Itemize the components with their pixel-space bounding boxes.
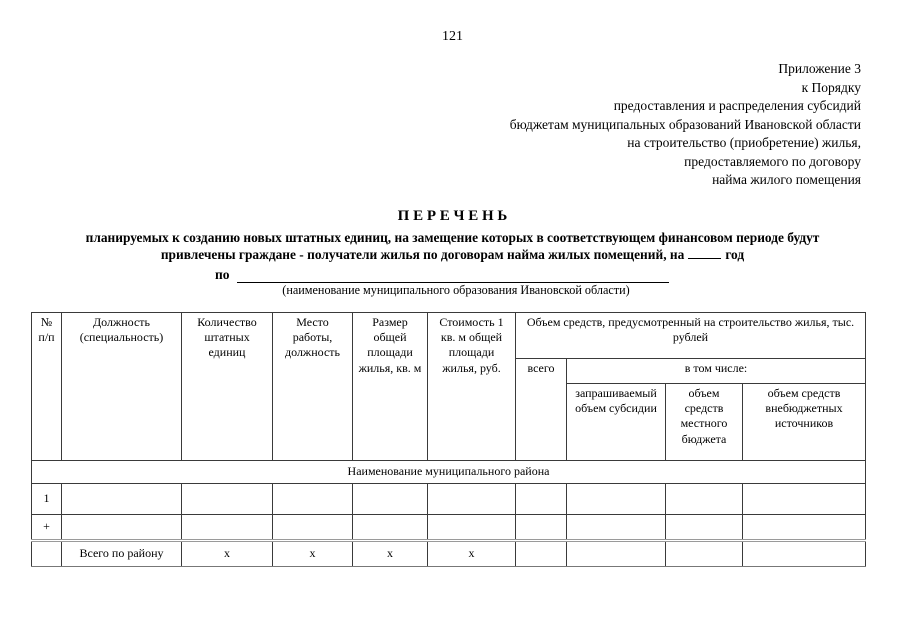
empty-cell [516, 483, 567, 514]
col-header-position: Должность (специальность) [62, 312, 182, 460]
col-header-workplace: Место работы, должность [273, 312, 353, 460]
subtitle-line-1: планируемых к созданию новых штатных единиц, на замещение которых в соответствующем финансовом периоде будут [85, 229, 820, 245]
empty-cell [353, 514, 428, 540]
empty-cell [428, 514, 516, 540]
col-header-local-budget: объем средств местного бюджета [666, 383, 743, 460]
row-number-cell [32, 540, 62, 566]
col-header-extrabudget: объем средств внебюджетных источников [743, 383, 866, 460]
empty-cell [666, 483, 743, 514]
document-title: П Е Р Е Ч Е Н Ь [397, 207, 508, 224]
table-header-row-1 [32, 312, 866, 358]
total-row-label: Всего по району [62, 540, 182, 566]
appendix-line: к Порядку [801, 79, 861, 95]
municipality-blank-line [237, 267, 669, 283]
table-row [32, 514, 866, 540]
empty-cell [273, 514, 353, 540]
row-number-cell: + [32, 514, 62, 540]
x-marker-cell: х [353, 540, 428, 566]
col-header-area: Размер общей площади жилья, кв. м [353, 312, 428, 460]
subtitle-line-2 [0, 246, 905, 264]
staff-units-table [31, 312, 866, 567]
municipality-fill-line [215, 266, 905, 283]
document-subtitle [0, 229, 905, 264]
appendix-line: на строительство (приобретение) жилья, [627, 135, 861, 150]
appendix-line: найма жилого помещения [712, 172, 861, 187]
empty-cell [666, 514, 743, 540]
empty-cell [516, 540, 567, 566]
appendix-block [0, 60, 905, 190]
row-number-cell: 1 [32, 483, 62, 514]
empty-cell [353, 483, 428, 514]
page-number: 121 [442, 29, 463, 44]
empty-cell [62, 514, 182, 540]
x-marker-cell: х [273, 540, 353, 566]
empty-cell [743, 540, 866, 566]
empty-cell [567, 514, 666, 540]
empty-cell [567, 540, 666, 566]
empty-cell [182, 514, 273, 540]
subtitle-year-word: год [725, 247, 745, 262]
empty-cell [428, 483, 516, 514]
empty-cell [62, 483, 182, 514]
district-section-label: Наименование муниципального района [32, 460, 866, 483]
appendix-line: предоставления и распределения субсидий [613, 98, 861, 113]
district-total-row [32, 540, 866, 566]
col-header-num: № п/п [32, 312, 62, 460]
appendix-line: предоставляемого по договору [684, 153, 861, 169]
empty-cell [516, 514, 567, 540]
col-header-staff-units: Количество штатных единиц [182, 312, 273, 460]
col-header-total: всего [516, 358, 567, 460]
appendix-line: бюджетам муниципальных образований Ивановской области [509, 116, 861, 132]
col-header-subsidy: запрашиваемый объем субсидии [567, 383, 666, 460]
x-marker-cell: х [428, 540, 516, 566]
empty-cell [182, 483, 273, 514]
district-section-row [32, 460, 866, 483]
empty-cell [567, 483, 666, 514]
empty-cell [743, 514, 866, 540]
empty-cell [666, 540, 743, 566]
x-marker-cell: х [182, 540, 273, 566]
col-header-funds-group: Объем средств, предусмотренный на строительство жилья, тыс. рублей [516, 312, 866, 358]
empty-cell [273, 483, 353, 514]
col-header-including: в том числе: [567, 358, 866, 383]
table-row [32, 483, 866, 514]
col-header-cost-per-sqm: Стоимость 1 кв. м общей площади жилья, руб. [428, 312, 516, 460]
subtitle-line-2-text: привлечены граждане - получатели жилья по договорам найма жилых помещений, на [160, 247, 685, 262]
year-blank-line [688, 247, 721, 259]
empty-cell [743, 483, 866, 514]
municipality-caption: (наименование муниципального образования Ивановской области) [282, 282, 630, 297]
po-label: по [215, 266, 230, 282]
appendix-line: Приложение 3 [778, 61, 861, 76]
